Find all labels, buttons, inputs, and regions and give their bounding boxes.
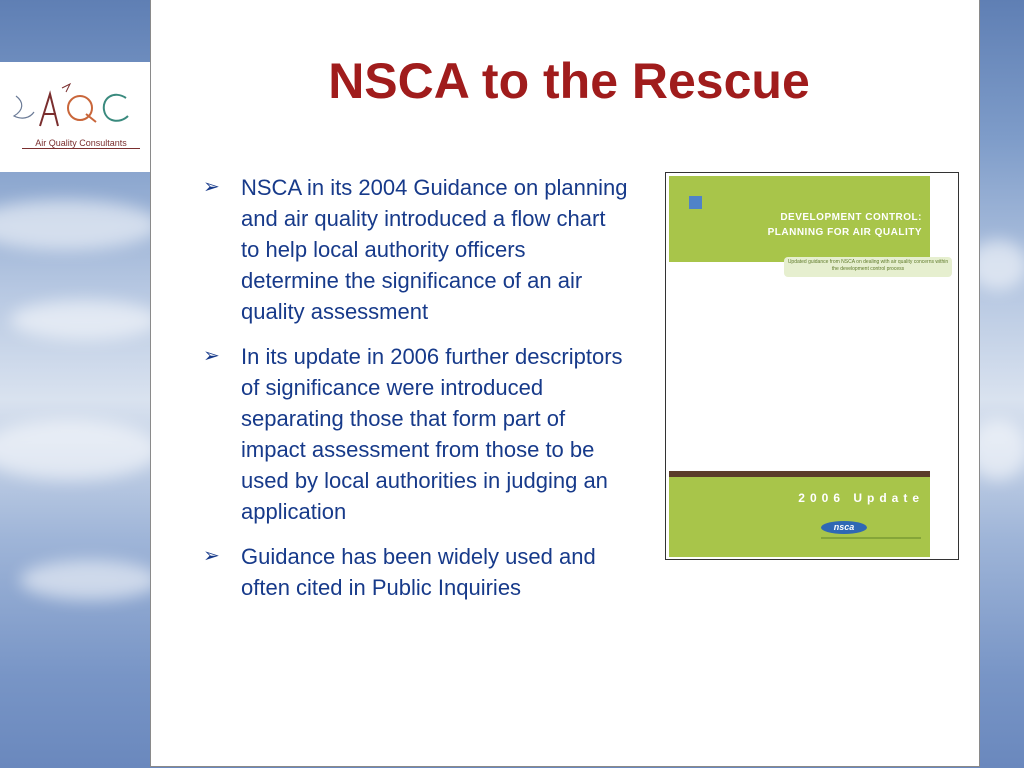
cover-title-line: PLANNING FOR AIR QUALITY xyxy=(767,227,922,238)
cover-update-label: 2006 Update xyxy=(798,491,924,505)
arrow-bullet-icon: ➢ xyxy=(203,176,220,198)
bullet-item xyxy=(199,172,629,327)
slide-title: NSCA to the Rescue xyxy=(328,53,810,109)
cover-top-band xyxy=(669,176,930,262)
bullet-text: Guidance has been widely used and often cited in Public Inquiries xyxy=(241,544,596,600)
cover-title xyxy=(768,210,922,240)
cover-subtitle: Updated guidance from NSCA on dealing with air quality concerns within the development control process xyxy=(784,257,952,277)
cover-title-line: DEVELOPMENT CONTROL: xyxy=(780,212,922,223)
aqc-logo-icon xyxy=(10,76,142,138)
arrow-bullet-icon: ➢ xyxy=(203,345,220,367)
sky-background-right xyxy=(978,0,1024,768)
bullet-item xyxy=(199,341,629,527)
cover-bottom-band xyxy=(669,477,930,557)
bullet-list xyxy=(199,172,629,617)
bullet-item xyxy=(199,541,629,603)
blue-square-icon xyxy=(689,196,702,209)
report-cover-image xyxy=(665,172,959,560)
company-logo xyxy=(0,62,150,172)
logo-caption: Air Quality Consultants xyxy=(22,138,140,149)
arrow-bullet-icon: ➢ xyxy=(203,545,220,567)
nsca-logo: nsca xyxy=(821,521,867,534)
cover-tagline-line xyxy=(821,537,921,539)
slide-panel xyxy=(150,0,980,767)
bullet-text: NSCA in its 2004 Guidance on planning and air quality introduced a flow chart to help local authority officers determine the significance of an air quality assessment xyxy=(241,175,628,324)
bullet-text: In its update in 2006 further descriptors of significance were introduced separating those that form part of impact assessment from those to be used by local authorities in judging an application xyxy=(241,344,623,524)
